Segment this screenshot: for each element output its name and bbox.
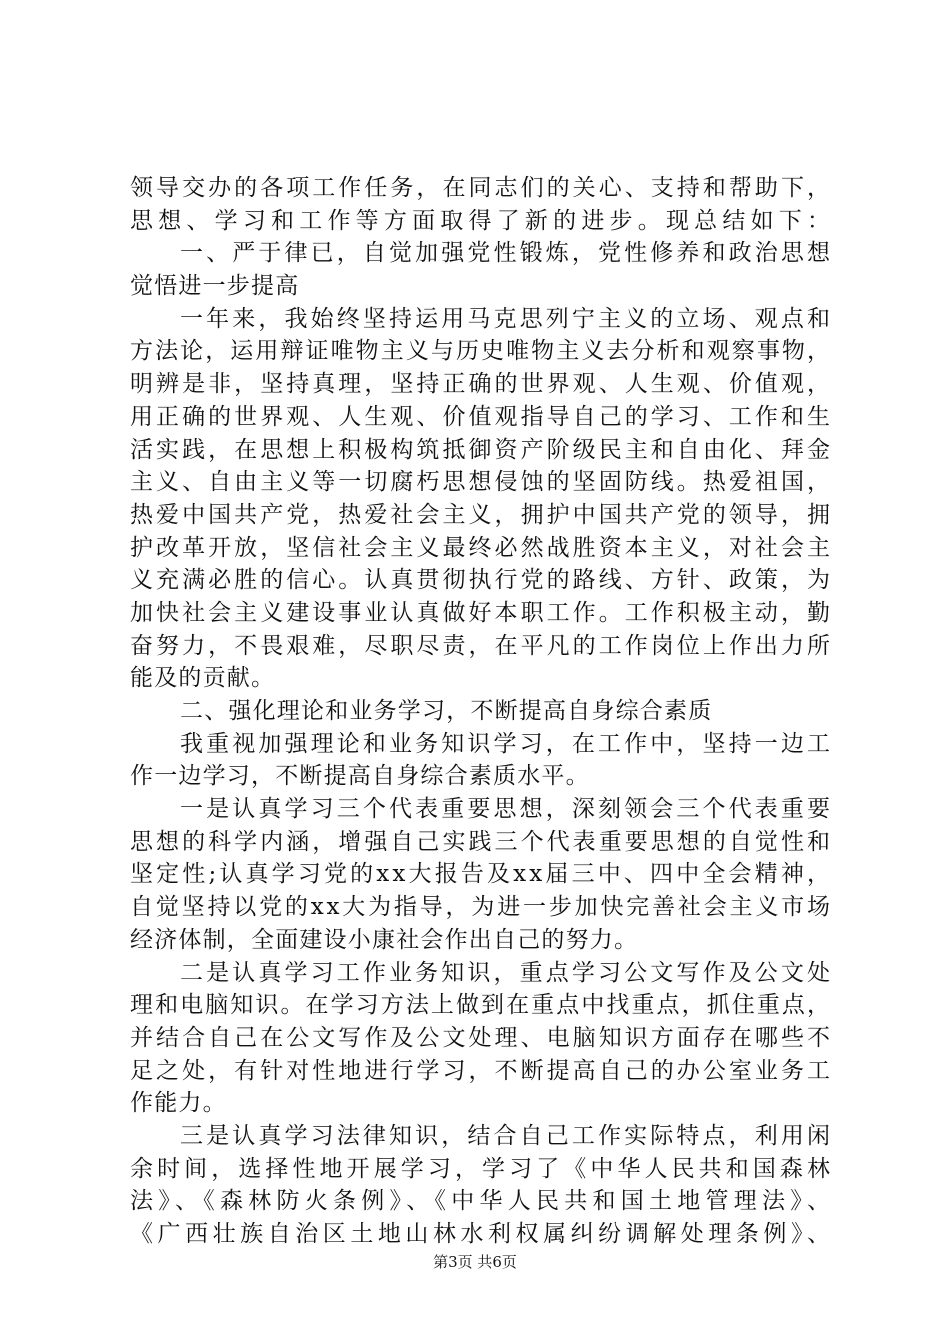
page-number-footer: 第3页 共6页 bbox=[433, 1253, 517, 1271]
text-line: 作能力。 bbox=[130, 1090, 227, 1117]
text-line: 明辨是非，坚持真理，坚持正确的世界观、人生观、价值观， bbox=[130, 371, 834, 398]
text-line: 活实践，在思想上积极构筑抵御资产阶级民主和自由化、拜金 bbox=[130, 436, 834, 463]
text-line: 《广西壮族自治区土地山林水利权属纠纷调解处理条例》、 bbox=[130, 1221, 835, 1247]
text-line: 坚定性;认真学习党的xx大报告及xx届三中、四中全会精神， bbox=[130, 861, 834, 888]
text-line: 加快社会主义建设事业认真做好本职工作。工作积极主动，勤 bbox=[130, 599, 834, 626]
text-line: 思想、学习和工作等方面取得了新的进步。现总结如下： bbox=[130, 207, 836, 234]
text-line: 我重视加强理论和业务知识学习，在工作中，坚持一边工 bbox=[180, 730, 834, 757]
text-line: 余时间，选择性地开展学习，学习了《中华人民共和国森林 bbox=[130, 1155, 835, 1182]
text-line: 觉悟进一步提高 bbox=[130, 273, 300, 300]
text-line: 经济体制，全面建设小康社会作出自己的努力。 bbox=[130, 926, 639, 953]
text-line: 自觉坚持以党的xx大为指导，为进一步加快完善社会主义市场 bbox=[130, 894, 833, 921]
text-line: 一、严于律已，自觉加强党性锻炼，党性修养和政治思想 bbox=[180, 240, 834, 267]
text-line: 能及的贡献。 bbox=[130, 665, 276, 692]
text-line: 思想的科学内涵，增强自己实践三个代表重要思想的自觉性和 bbox=[130, 828, 834, 855]
text-line: 奋努力，不畏艰难，尽职尽责，在平凡的工作岗位上作出力所 bbox=[130, 632, 834, 659]
text-line: 法》、《森林防火条例》、《中华人民共和国土地管理法》、 bbox=[130, 1188, 836, 1215]
text-line: 用正确的世界观、人生观、价值观指导自己的学习、工作和生 bbox=[130, 403, 834, 430]
text-line: 热爱中国共产党，热爱社会主义，拥护中国共产党的领导，拥 bbox=[130, 501, 834, 528]
text-line: 理和电脑知识。在学习方法上做到在重点中找重点，抓住重点， bbox=[130, 992, 833, 1019]
text-line: 三是认真学习法律知识，结合自己工作实际特点，利用闲 bbox=[180, 1122, 834, 1149]
text-line: 足之处，有针对性地进行学习，不断提高自己的办公室业务工 bbox=[130, 1057, 834, 1084]
text-line: 作一边学习，不断提高自身综合素质水平。 bbox=[130, 763, 590, 790]
document-body bbox=[130, 172, 836, 1251]
text-line: 一是认真学习三个代表重要思想，深刻领会三个代表重要 bbox=[180, 796, 834, 823]
text-line: 护改革开放，坚信社会主义最终必然战胜资本主义，对社会主 bbox=[130, 534, 834, 561]
text-line: 二是认真学习工作业务知识，重点学习公文写作及公文处 bbox=[180, 959, 834, 986]
text-line: 主义、自由主义等一切腐朽思想侵蚀的坚固防线。热爱祖国， bbox=[130, 469, 834, 496]
text-line: 义充满必胜的信心。认真贯彻执行党的路线、方针、政策，为 bbox=[130, 567, 834, 594]
text-line: 领导交办的各项工作任务，在同志们的关心、支持和帮助下， bbox=[130, 175, 834, 201]
text-line: 二、强化理论和业务学习，不断提高自身综合素质 bbox=[180, 698, 713, 724]
text-line: 方法论，运用辩证唯物主义与历史唯物主义去分析和观察事物， bbox=[130, 338, 833, 365]
text-line: 一年来，我始终坚持运用马克思列宁主义的立场、观点和 bbox=[180, 305, 834, 332]
text-line: 并结合自己在公文写作及公文处理、电脑知识方面存在哪些不 bbox=[130, 1024, 834, 1051]
